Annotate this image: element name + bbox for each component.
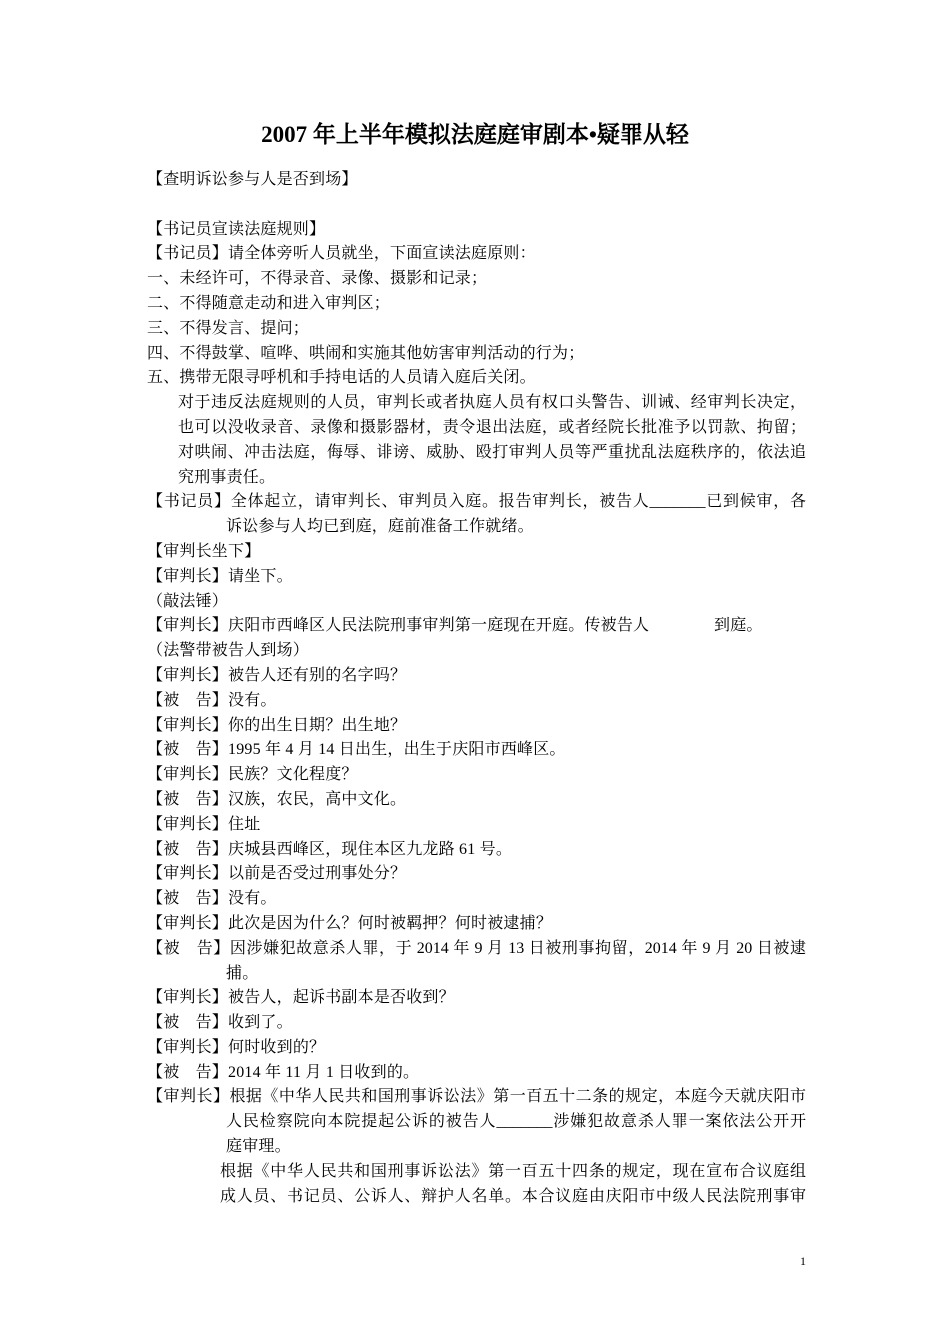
continuation-line: 人民检察院向本院提起公诉的被告人_______涉嫌犯故意杀人罪一案依法公开开 [226, 1113, 806, 1131]
dialogue-line [147, 763, 806, 788]
rule-item: 四、不得鼓掌、喧哗、哄闹和实施其他妨害审判活动的行为； [147, 344, 585, 362]
dialogue-line [147, 664, 806, 689]
dialogue-line [147, 912, 806, 937]
speaker-label: 【审判长】 [147, 989, 229, 1007]
dialogue-line [147, 788, 806, 813]
dialogue-text: 住址 [228, 815, 261, 833]
dialogue-line [147, 689, 806, 714]
page-number: 1 [800, 1254, 806, 1268]
speaker-label: 【被 告】 [147, 890, 229, 908]
continuation-line: 诉讼参与人均已到庭，庭前准备工作就绪。 [226, 518, 534, 536]
dialogue-line [147, 838, 806, 863]
speaker-label: 【书记员】 [147, 493, 231, 511]
stage-direction: 【审判长坐下】 [147, 542, 261, 560]
rule-item: 五、携带无限寻呼机和手持电话的人员请入庭后关闭。 [147, 369, 536, 387]
stage-direction: （法警带被告人到场） [147, 642, 310, 660]
dialogue-text: 没有。 [228, 890, 277, 908]
speaker-label: 【审判长】 [147, 815, 229, 833]
paragraph-line: 究刑事责任。 [178, 468, 276, 486]
dialogue-text: 以前是否受过刑事处分？ [228, 865, 407, 883]
dialogue-line [147, 242, 806, 267]
dialogue-line [147, 714, 806, 739]
speaker-label: 【书记员】 [147, 245, 229, 263]
continuation-line: 庭审理。 [226, 1138, 291, 1156]
dialogue-text: 被告人，起诉书副本是否收到？ [228, 989, 455, 1007]
rule-item: 三、不得发言、提问； [147, 319, 310, 337]
stage-direction: 【查明诉讼参与人是否到场】 [147, 171, 358, 188]
paragraph-line: 根据《中华人民共和国刑事诉讼法》第一百五十四条的规定，现在宣布合议庭组 [220, 1162, 806, 1180]
dialogue-text: 根据《中华人民共和国刑事诉讼法》第一百五十二条的规定，本庭今天就庆阳市 [229, 1088, 806, 1106]
dialogue-line [147, 565, 806, 590]
dialogue-text: 被告人还有别的名字吗？ [228, 666, 407, 684]
speaker-label: 【审判长】 [147, 567, 229, 585]
rule-item: 二、不得随意走动和进入审判区； [147, 294, 391, 312]
dialogue-text: 因涉嫌犯故意杀人罪，于 2014 年 9 月 13 日被刑事拘留，2014 年 9 月 20 日被逮 [229, 939, 806, 957]
dialogue-line [147, 738, 806, 763]
dialogue-text: 庆城县西峰区，现住本区九龙路 61 号。 [228, 840, 513, 858]
dialogue-line [147, 887, 806, 912]
stage-direction: 【书记员宣读法庭规则】 [147, 220, 326, 238]
speaker-label: 【审判长】 [147, 666, 229, 684]
speaker-label: 【被 告】 [147, 1014, 229, 1032]
paragraph-line: 对哄闹、冲击法庭，侮辱、诽谤、威胁、殴打审判人员等严重扰乱法庭秩序的，依法追 [178, 443, 806, 461]
dialogue-text: 2014 年 11 月 1 日收到的。 [228, 1063, 420, 1081]
dialogue-text: 请坐下。 [228, 567, 293, 585]
speaker-label: 【被 告】 [147, 1063, 229, 1081]
dialogue-line [147, 813, 806, 838]
blank-line [147, 193, 806, 218]
dialogue-line [147, 1011, 806, 1036]
dialogue-text: 庆阳市西峰区人民法院刑事审判第一庭现在开庭。传被告人 到庭。 [228, 617, 763, 635]
speaker-label: 【审判长】 [147, 914, 229, 932]
dialogue-text: 何时收到的？ [228, 1038, 326, 1056]
dialogue-text: 请全体旁听人员就坐，下面宣读法庭原则： [228, 245, 536, 263]
script-body [147, 168, 806, 1209]
dialogue-text: 民族？文化程度？ [228, 766, 358, 784]
speaker-label: 【审判长】 [147, 1038, 229, 1056]
speaker-label: 【被 告】 [147, 939, 230, 957]
dialogue-line [147, 490, 806, 515]
dialogue-line [147, 1036, 806, 1061]
dialogue-text: 你的出生日期？出生地？ [228, 716, 407, 734]
speaker-label: 【审判长】 [147, 865, 229, 883]
dialogue-line [147, 1061, 806, 1086]
dialogue-line [147, 986, 806, 1011]
dialogue-line [147, 614, 806, 639]
rule-item: 一、未经许可，不得录音、录像、摄影和记录； [147, 270, 488, 288]
dialogue-text: 1995 年 4 月 14 日出生，出生于庆阳市西峰区。 [228, 741, 566, 759]
paragraph-line: 对于违反法庭规则的人员，审判长或者执庭人员有权口头警告、训诫、经审判长决定， [178, 394, 806, 412]
speaker-label: 【审判长】 [147, 617, 229, 635]
dialogue-line [147, 862, 806, 887]
speaker-label: 【被 告】 [147, 741, 229, 759]
speaker-label: 【被 告】 [147, 840, 229, 858]
dialogue-text: 全体起立，请审判长、审判员入庭。报告审判长，被告人_______已到候审，各 [230, 493, 806, 511]
stage-direction: （敲法锤） [147, 592, 229, 610]
paragraph-line: 成人员、书记员、公诉人、辩护人名单。本合议庭由庆阳市中级人民法院刑事审 [220, 1187, 806, 1205]
speaker-label: 【审判长】 [147, 1088, 230, 1106]
speaker-label: 【被 告】 [147, 691, 229, 709]
speaker-label: 【被 告】 [147, 790, 229, 808]
speaker-label: 【审判长】 [147, 716, 229, 734]
document-title: 2007 年上半年模拟法庭庭审剧本•疑罪从轻 [261, 122, 689, 147]
dialogue-text: 收到了。 [228, 1014, 293, 1032]
dialogue-text: 汉族，农民，高中文化。 [228, 790, 407, 808]
dialogue-text: 没有。 [228, 691, 277, 709]
dialogue-line [147, 1085, 806, 1110]
dialogue-line [147, 937, 806, 962]
paragraph-line: 也可以没收录音、录像和摄影器材，责令退出法庭，或者经院长批准予以罚款、拘留； [178, 418, 806, 436]
dialogue-text: 此次是因为什么？何时被羁押？何时被逮捕？ [228, 914, 553, 932]
speaker-label: 【审判长】 [147, 766, 229, 784]
continuation-line: 捕。 [226, 964, 259, 982]
